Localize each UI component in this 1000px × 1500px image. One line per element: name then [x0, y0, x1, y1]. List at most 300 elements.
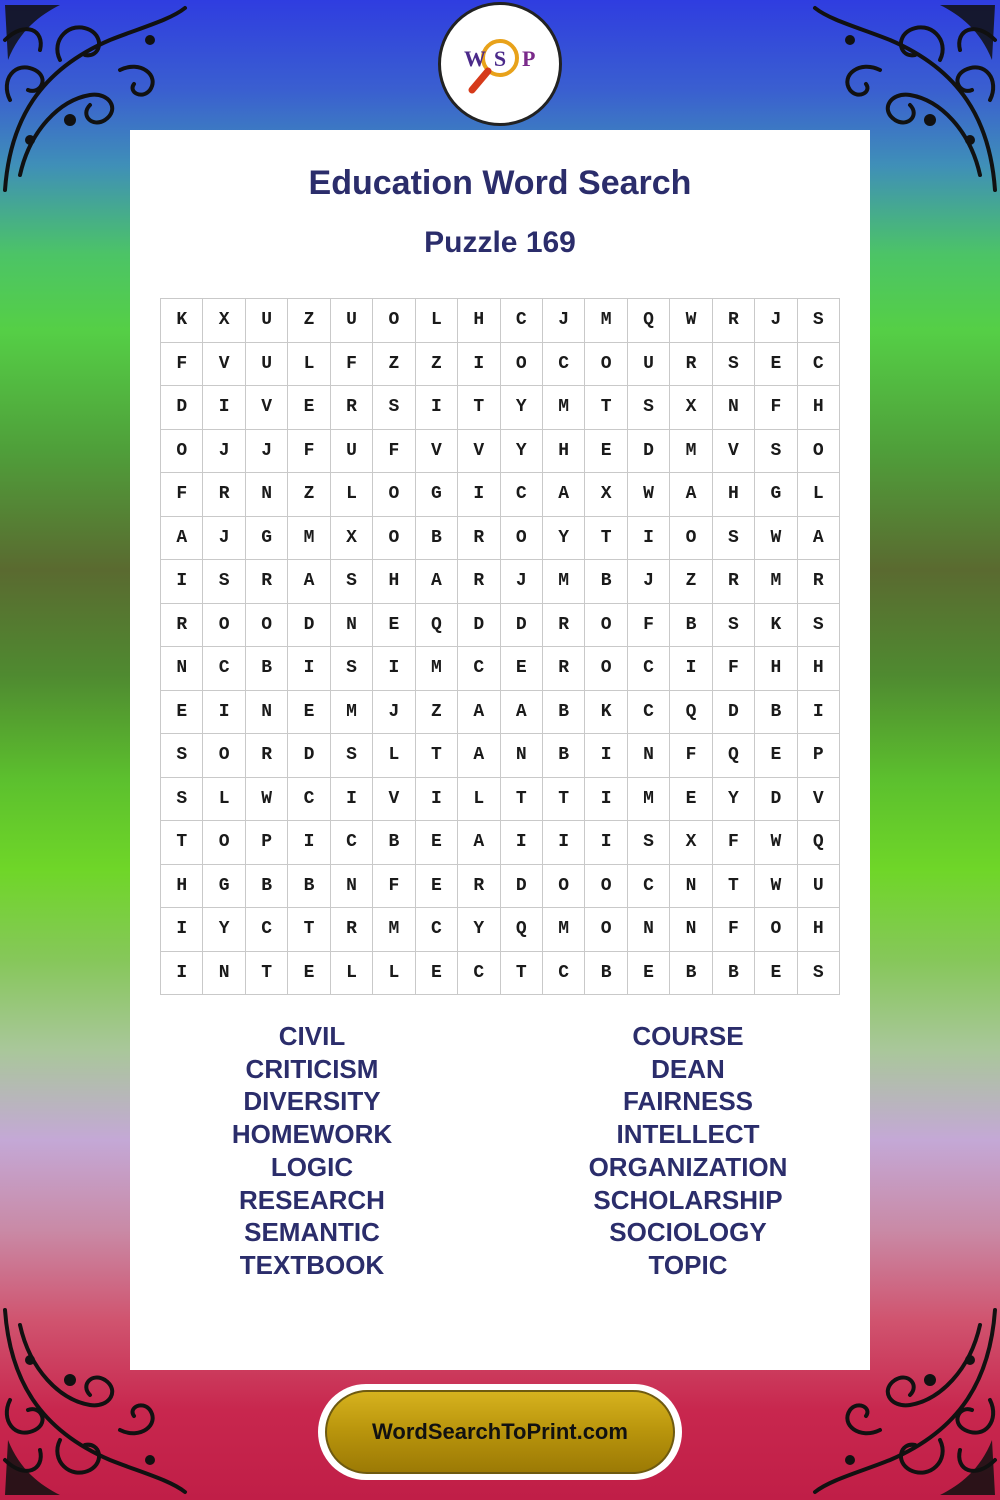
grid-cell[interactable]: W	[755, 864, 797, 908]
grid-cell[interactable]: V	[797, 777, 839, 821]
grid-cell[interactable]: S	[712, 516, 754, 560]
grid-cell[interactable]: Z	[415, 342, 457, 386]
grid-cell[interactable]: E	[670, 777, 712, 821]
grid-cell[interactable]: C	[458, 647, 500, 691]
grid-cell[interactable]: N	[627, 734, 669, 778]
grid-cell[interactable]: I	[458, 342, 500, 386]
grid-cell[interactable]: H	[797, 386, 839, 430]
grid-cell[interactable]: J	[373, 690, 415, 734]
grid-cell[interactable]: M	[670, 429, 712, 473]
grid-cell[interactable]: G	[245, 516, 287, 560]
grid-cell[interactable]: B	[585, 560, 627, 604]
grid-cell[interactable]: R	[542, 647, 584, 691]
grid-cell[interactable]: Y	[542, 516, 584, 560]
grid-cell[interactable]: D	[161, 386, 203, 430]
grid-cell[interactable]: Y	[203, 908, 245, 952]
grid-cell[interactable]: L	[373, 734, 415, 778]
grid-cell[interactable]: C	[203, 647, 245, 691]
grid-cell[interactable]: M	[542, 908, 584, 952]
grid-cell[interactable]: T	[245, 951, 287, 995]
grid-cell[interactable]: V	[373, 777, 415, 821]
grid-cell[interactable]: V	[415, 429, 457, 473]
word-list-item: FAIRNESS	[622, 1086, 754, 1117]
grid-cell[interactable]: I	[500, 821, 542, 865]
grid-cell[interactable]: J	[500, 560, 542, 604]
grid-cell[interactable]: O	[500, 516, 542, 560]
grid-cell[interactable]: A	[288, 560, 330, 604]
word-list-left	[162, 1020, 462, 1282]
grid-cell[interactable]: N	[712, 386, 754, 430]
grid-row	[161, 690, 840, 734]
word-list-item: TOPIC	[648, 1249, 728, 1280]
grid-cell[interactable]: E	[288, 690, 330, 734]
grid-cell[interactable]: X	[670, 386, 712, 430]
grid-cell[interactable]: U	[245, 299, 287, 343]
grid-cell[interactable]: E	[161, 690, 203, 734]
grid-cell[interactable]: G	[755, 473, 797, 517]
grid-cell[interactable]: D	[288, 603, 330, 647]
grid-cell[interactable]: E	[288, 951, 330, 995]
grid-cell[interactable]: U	[330, 299, 372, 343]
word-list-item: DIVERSITY	[243, 1086, 381, 1117]
grid-cell[interactable]: O	[670, 516, 712, 560]
grid-cell[interactable]: I	[288, 647, 330, 691]
grid-cell[interactable]: C	[330, 821, 372, 865]
grid-cell[interactable]: M	[373, 908, 415, 952]
wsp-logo-magnifier-icon	[450, 14, 550, 114]
grid-cell[interactable]: M	[288, 516, 330, 560]
grid-cell[interactable]: L	[373, 951, 415, 995]
grid-cell[interactable]: S	[330, 560, 372, 604]
grid-cell[interactable]: K	[755, 603, 797, 647]
grid-cell[interactable]: S	[712, 603, 754, 647]
site-link-button[interactable]	[318, 1384, 682, 1480]
grid-cell[interactable]: S	[755, 429, 797, 473]
grid-cell[interactable]: S	[797, 603, 839, 647]
grid-cell[interactable]: S	[330, 734, 372, 778]
grid-cell[interactable]: I	[670, 647, 712, 691]
grid-cell[interactable]: N	[203, 951, 245, 995]
grid-cell[interactable]: X	[330, 516, 372, 560]
grid-cell[interactable]: O	[542, 864, 584, 908]
grid-cell[interactable]: R	[330, 386, 372, 430]
grid-cell[interactable]: H	[755, 647, 797, 691]
grid-cell[interactable]: B	[712, 951, 754, 995]
grid-cell[interactable]: N	[670, 864, 712, 908]
word-list-item: CIVIL	[278, 1021, 346, 1051]
word-list-item: HOMEWORK	[231, 1119, 393, 1150]
puzzle-number: Puzzle 169	[424, 226, 576, 259]
grid-cell[interactable]: Q	[627, 299, 669, 343]
grid-cell[interactable]: G	[203, 864, 245, 908]
grid-cell[interactable]: E	[500, 647, 542, 691]
grid-cell[interactable]: R	[458, 516, 500, 560]
grid-cell[interactable]: I	[458, 473, 500, 517]
grid-cell[interactable]: J	[542, 299, 584, 343]
grid-cell[interactable]: I	[161, 560, 203, 604]
grid-cell[interactable]: T	[415, 734, 457, 778]
grid-cell[interactable]: I	[415, 386, 457, 430]
grid-cell[interactable]: R	[458, 864, 500, 908]
grid-cell[interactable]: B	[245, 864, 287, 908]
grid-cell[interactable]: B	[670, 603, 712, 647]
grid-row	[161, 951, 840, 995]
grid-cell[interactable]: C	[627, 864, 669, 908]
grid-cell[interactable]: Q	[500, 908, 542, 952]
grid-cell[interactable]: P	[797, 734, 839, 778]
grid-cell[interactable]: O	[585, 603, 627, 647]
grid-cell[interactable]: C	[458, 951, 500, 995]
word-list-item: INTELLECT	[616, 1119, 760, 1150]
grid-cell[interactable]: N	[245, 690, 287, 734]
grid-cell[interactable]: I	[415, 777, 457, 821]
grid-cell[interactable]: D	[712, 690, 754, 734]
grid-cell[interactable]: W	[245, 777, 287, 821]
word-list-item: DEAN	[651, 1053, 725, 1084]
grid-cell[interactable]: H	[712, 473, 754, 517]
grid-cell[interactable]: I	[330, 777, 372, 821]
word-list-item: SEMANTIC	[244, 1217, 380, 1248]
grid-cell[interactable]: I	[203, 386, 245, 430]
grid-cell[interactable]: S	[627, 386, 669, 430]
grid-cell[interactable]: T	[288, 908, 330, 952]
grid-cell[interactable]: O	[797, 429, 839, 473]
grid-cell[interactable]: N	[670, 908, 712, 952]
grid-cell[interactable]: C	[288, 777, 330, 821]
grid-cell[interactable]: G	[415, 473, 457, 517]
grid-cell[interactable]: R	[245, 560, 287, 604]
grid-cell[interactable]: W	[627, 473, 669, 517]
grid-cell[interactable]: Z	[373, 342, 415, 386]
word-list-item: RESEARCH	[239, 1184, 385, 1215]
logo-letter-w: W	[464, 46, 486, 71]
grid-cell[interactable]: J	[245, 429, 287, 473]
word-list-item: CRITICISM	[245, 1053, 379, 1084]
grid-cell[interactable]: Z	[670, 560, 712, 604]
grid-cell[interactable]: O	[373, 516, 415, 560]
grid-cell[interactable]: N	[330, 864, 372, 908]
grid-cell[interactable]: R	[458, 560, 500, 604]
word-list-right	[538, 1020, 838, 1282]
grid-cell[interactable]: M	[330, 690, 372, 734]
grid-cell[interactable]: F	[712, 908, 754, 952]
grid-cell[interactable]: C	[627, 690, 669, 734]
grid-cell[interactable]: E	[585, 429, 627, 473]
grid-cell[interactable]: I	[288, 821, 330, 865]
grid-cell[interactable]: T	[161, 821, 203, 865]
grid-cell[interactable]: Y	[712, 777, 754, 821]
grid-cell[interactable]: F	[712, 821, 754, 865]
grid-cell[interactable]: T	[585, 386, 627, 430]
grid-row	[161, 560, 840, 604]
grid-cell[interactable]: Y	[500, 429, 542, 473]
grid-cell[interactable]: S	[627, 821, 669, 865]
grid-row	[161, 908, 840, 952]
grid-cell[interactable]: R	[161, 603, 203, 647]
grid-cell[interactable]: O	[373, 473, 415, 517]
grid-cell[interactable]: U	[627, 342, 669, 386]
grid-cell[interactable]: T	[458, 386, 500, 430]
grid-cell[interactable]: F	[161, 342, 203, 386]
grid-cell[interactable]: D	[627, 429, 669, 473]
grid-cell[interactable]: I	[373, 647, 415, 691]
grid-cell[interactable]: I	[585, 821, 627, 865]
grid-cell[interactable]: A	[542, 473, 584, 517]
grid-cell[interactable]: S	[161, 734, 203, 778]
grid-cell[interactable]: O	[161, 429, 203, 473]
grid-cell[interactable]: A	[670, 473, 712, 517]
grid-cell[interactable]: S	[373, 386, 415, 430]
grid-cell[interactable]: K	[585, 690, 627, 734]
grid-cell[interactable]: H	[373, 560, 415, 604]
grid-row	[161, 299, 840, 343]
grid-cell[interactable]: C	[500, 473, 542, 517]
grid-cell[interactable]: R	[670, 342, 712, 386]
grid-cell[interactable]: D	[458, 603, 500, 647]
grid-cell[interactable]: F	[670, 734, 712, 778]
grid-cell[interactable]: L	[458, 777, 500, 821]
grid-cell[interactable]: N	[330, 603, 372, 647]
grid-cell[interactable]: N	[500, 734, 542, 778]
grid-cell[interactable]: C	[500, 299, 542, 343]
grid-row	[161, 734, 840, 778]
grid-cell[interactable]: C	[627, 647, 669, 691]
grid-cell[interactable]: I	[627, 516, 669, 560]
grid-cell[interactable]: T	[500, 777, 542, 821]
word-list-item: SOCIOLOGY	[609, 1217, 767, 1248]
grid-row	[161, 473, 840, 517]
grid-cell[interactable]: S	[797, 299, 839, 343]
grid-cell[interactable]: R	[203, 473, 245, 517]
grid-cell[interactable]: I	[542, 821, 584, 865]
grid-cell[interactable]: Z	[288, 299, 330, 343]
grid-cell[interactable]: S	[712, 342, 754, 386]
grid-cell[interactable]: J	[755, 299, 797, 343]
grid-cell[interactable]: F	[627, 603, 669, 647]
logo-letter-s: S	[493, 46, 507, 71]
grid-cell[interactable]: B	[288, 864, 330, 908]
grid-cell[interactable]: F	[288, 429, 330, 473]
grid-cell[interactable]: E	[755, 342, 797, 386]
grid-cell[interactable]: H	[797, 908, 839, 952]
grid-cell[interactable]: X	[203, 299, 245, 343]
grid-cell[interactable]: S	[203, 560, 245, 604]
grid-cell[interactable]: R	[330, 908, 372, 952]
grid-cell[interactable]: H	[542, 429, 584, 473]
grid-cell[interactable]: B	[542, 690, 584, 734]
word-list-item: LOGIC	[270, 1151, 354, 1182]
grid-cell[interactable]: S	[330, 647, 372, 691]
grid-cell[interactable]: E	[415, 821, 457, 865]
grid-cell[interactable]: F	[161, 473, 203, 517]
grid-cell[interactable]: Q	[797, 821, 839, 865]
grid-cell[interactable]: I	[161, 951, 203, 995]
grid-cell[interactable]: C	[415, 908, 457, 952]
grid-row	[161, 516, 840, 560]
grid-cell[interactable]: M	[542, 560, 584, 604]
grid-cell[interactable]: E	[415, 864, 457, 908]
grid-cell[interactable]: O	[373, 299, 415, 343]
grid-cell[interactable]: I	[585, 734, 627, 778]
grid-cell[interactable]: M	[627, 777, 669, 821]
grid-cell[interactable]: O	[245, 603, 287, 647]
grid-cell[interactable]: J	[203, 429, 245, 473]
grid-cell[interactable]: R	[712, 560, 754, 604]
grid-cell[interactable]: E	[627, 951, 669, 995]
grid-row	[161, 864, 840, 908]
grid-cell[interactable]: P	[245, 821, 287, 865]
grid-cell[interactable]: B	[415, 516, 457, 560]
grid-cell[interactable]: H	[797, 647, 839, 691]
grid-cell[interactable]: I	[585, 777, 627, 821]
grid-cell[interactable]: L	[203, 777, 245, 821]
page-title: Education Word Search	[308, 164, 692, 202]
grid-cell[interactable]: H	[161, 864, 203, 908]
grid-cell[interactable]: M	[585, 299, 627, 343]
grid-cell[interactable]: S	[797, 951, 839, 995]
grid-cell[interactable]: B	[585, 951, 627, 995]
grid-cell[interactable]: D	[500, 864, 542, 908]
grid-cell[interactable]: A	[458, 734, 500, 778]
grid-cell[interactable]: W	[755, 821, 797, 865]
grid-cell[interactable]: F	[755, 386, 797, 430]
grid-cell[interactable]: E	[373, 603, 415, 647]
grid-cell[interactable]: U	[245, 342, 287, 386]
grid-cell[interactable]: T	[542, 777, 584, 821]
grid-cell[interactable]: O	[203, 734, 245, 778]
grid-cell[interactable]: V	[712, 429, 754, 473]
grid-cell[interactable]: O	[203, 603, 245, 647]
grid-cell[interactable]: E	[755, 734, 797, 778]
grid-cell[interactable]: B	[542, 734, 584, 778]
grid-cell[interactable]: F	[712, 647, 754, 691]
grid-cell[interactable]: O	[755, 908, 797, 952]
grid-row	[161, 386, 840, 430]
grid-cell[interactable]: Q	[415, 603, 457, 647]
grid-row	[161, 342, 840, 386]
grid-cell[interactable]: N	[627, 908, 669, 952]
grid-cell[interactable]: L	[797, 473, 839, 517]
grid-cell[interactable]: L	[330, 473, 372, 517]
grid-row	[161, 429, 840, 473]
grid-cell[interactable]: C	[542, 951, 584, 995]
wsp-logo[interactable]	[438, 2, 562, 126]
grid-cell[interactable]: I	[161, 908, 203, 952]
grid-cell[interactable]: O	[500, 342, 542, 386]
grid-cell[interactable]: V	[203, 342, 245, 386]
grid-cell[interactable]: B	[245, 647, 287, 691]
word-list-item: SCHOLARSHIP	[593, 1184, 783, 1215]
grid-cell[interactable]: D	[288, 734, 330, 778]
word-list-item: TEXTBOOK	[239, 1249, 385, 1280]
grid-row	[161, 777, 840, 821]
grid-cell[interactable]: J	[627, 560, 669, 604]
grid-cell[interactable]: Y	[500, 386, 542, 430]
word-list-item: COURSE	[632, 1021, 744, 1051]
grid-cell[interactable]: Z	[288, 473, 330, 517]
grid-cell[interactable]: L	[415, 299, 457, 343]
grid-cell[interactable]: T	[712, 864, 754, 908]
grid-cell[interactable]: F	[330, 342, 372, 386]
grid-cell[interactable]: M	[542, 386, 584, 430]
grid-cell[interactable]: E	[288, 386, 330, 430]
grid-cell[interactable]: U	[330, 429, 372, 473]
grid-cell[interactable]: A	[797, 516, 839, 560]
grid-cell[interactable]: A	[458, 821, 500, 865]
grid-cell[interactable]: U	[797, 864, 839, 908]
grid-cell[interactable]: B	[755, 690, 797, 734]
grid-cell[interactable]: C	[245, 908, 287, 952]
grid-cell[interactable]: R	[712, 299, 754, 343]
grid-cell[interactable]: W	[670, 299, 712, 343]
grid-cell[interactable]: F	[373, 429, 415, 473]
grid-cell[interactable]: O	[585, 864, 627, 908]
grid-cell[interactable]: L	[330, 951, 372, 995]
grid-cell[interactable]: B	[670, 951, 712, 995]
letter-grid[interactable]	[160, 298, 840, 995]
grid-cell[interactable]: A	[500, 690, 542, 734]
grid-cell[interactable]: Y	[458, 908, 500, 952]
word-list-item: ORGANIZATION	[588, 1151, 788, 1182]
grid-cell[interactable]: A	[415, 560, 457, 604]
grid-cell[interactable]: X	[670, 821, 712, 865]
logo-letter-p: P	[522, 46, 536, 71]
site-link-label: WordSearchToPrint.com	[325, 1390, 675, 1474]
grid-cell[interactable]: N	[161, 647, 203, 691]
grid-cell[interactable]: O	[585, 342, 627, 386]
grid-cell[interactable]: J	[203, 516, 245, 560]
grid-cell[interactable]: M	[415, 647, 457, 691]
grid-row	[161, 647, 840, 691]
grid-cell[interactable]: S	[161, 777, 203, 821]
grid-cell[interactable]: D	[500, 603, 542, 647]
grid-cell[interactable]: R	[797, 560, 839, 604]
grid-cell[interactable]: C	[542, 342, 584, 386]
grid-cell[interactable]: I	[797, 690, 839, 734]
grid-cell[interactable]: Z	[415, 690, 457, 734]
grid-cell[interactable]: R	[245, 734, 287, 778]
grid-cell[interactable]: M	[755, 560, 797, 604]
grid-cell[interactable]: O	[585, 908, 627, 952]
grid-cell[interactable]: W	[755, 516, 797, 560]
grid-cell[interactable]: A	[161, 516, 203, 560]
grid-cell[interactable]: A	[458, 690, 500, 734]
grid-cell[interactable]: N	[245, 473, 287, 517]
grid-row	[161, 821, 840, 865]
grid-cell[interactable]: V	[458, 429, 500, 473]
grid-cell[interactable]: B	[373, 821, 415, 865]
grid-row	[161, 603, 840, 647]
grid-cell[interactable]: C	[797, 342, 839, 386]
grid-cell[interactable]: X	[585, 473, 627, 517]
grid-cell[interactable]: F	[373, 864, 415, 908]
grid-cell[interactable]: I	[203, 690, 245, 734]
grid-cell[interactable]: D	[755, 777, 797, 821]
grid-cell[interactable]: L	[288, 342, 330, 386]
grid-cell[interactable]: E	[415, 951, 457, 995]
grid-cell[interactable]: O	[203, 821, 245, 865]
grid-cell[interactable]: O	[585, 647, 627, 691]
grid-cell[interactable]: V	[245, 386, 287, 430]
grid-cell[interactable]: Q	[712, 734, 754, 778]
grid-cell[interactable]: T	[500, 951, 542, 995]
grid-cell[interactable]: H	[458, 299, 500, 343]
grid-cell[interactable]: R	[542, 603, 584, 647]
grid-cell[interactable]: E	[755, 951, 797, 995]
grid-cell[interactable]: Q	[670, 690, 712, 734]
grid-cell[interactable]: K	[161, 299, 203, 343]
grid-cell[interactable]: T	[585, 516, 627, 560]
